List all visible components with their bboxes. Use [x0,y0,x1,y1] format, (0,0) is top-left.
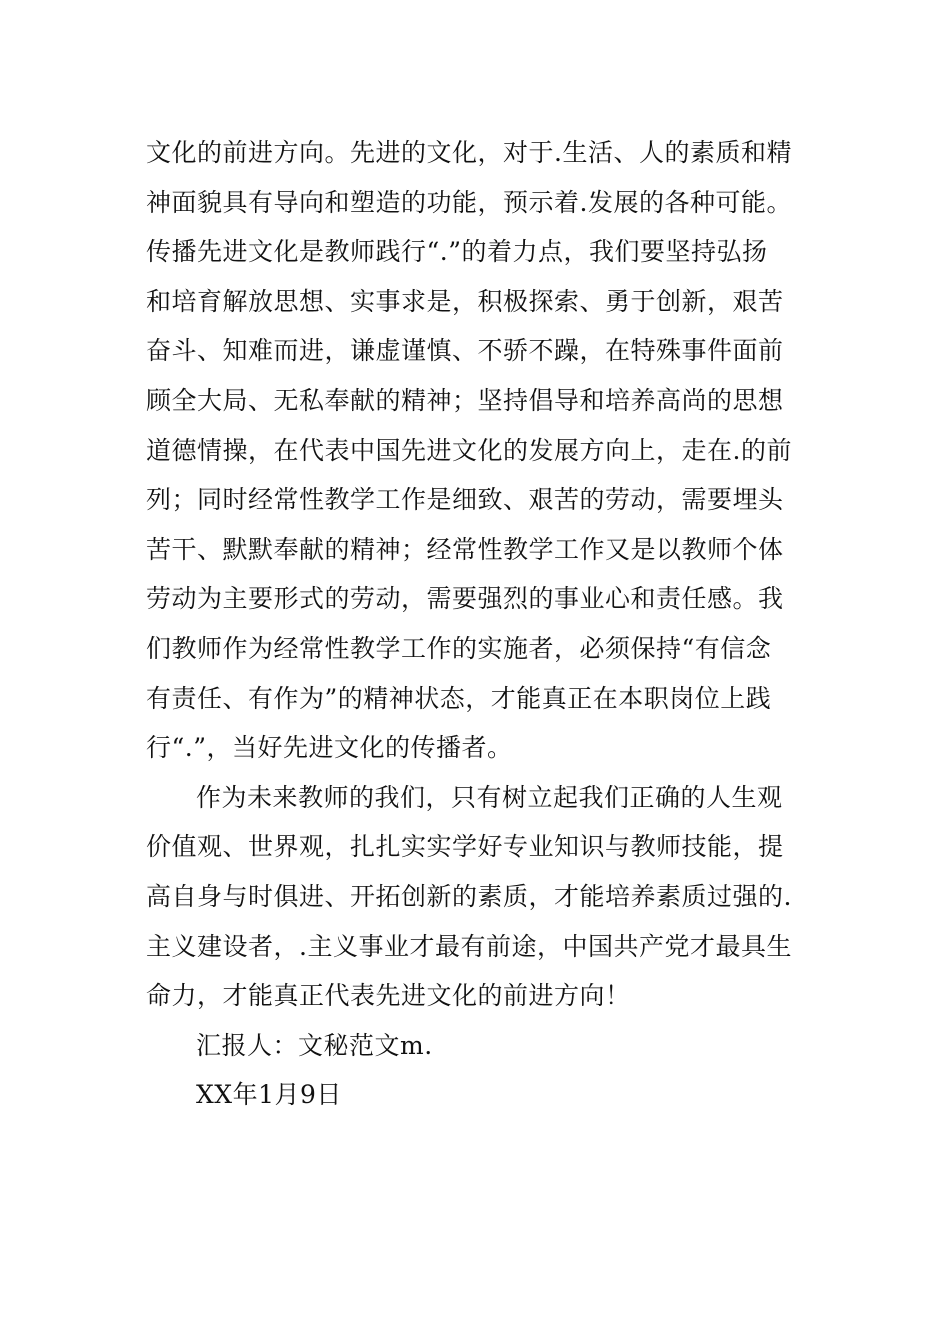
paragraph-line: 文化的前进方向。先进的文化，对于.生活、人的素质和精 [146,138,792,167]
paragraph-line: 劳动为主要形式的劳动，需要强烈的事业心和责任感。我 [146,584,784,614]
paragraph-1 [146,128,812,773]
paragraph-line: 神面貌具有导向和塑造的功能，预示着.发展的各种可能。 [146,187,792,217]
paragraph-line: 传播先进文化是教师践行“.”的着力点，我们要坚持弘扬 [146,237,768,267]
paragraph-line: 和培育解放思想、实事求是，积极探索、勇于创新，艰苦 [146,286,784,316]
paragraph-line: 道德情操，在代表中国先进文化的发展方向上，走在.的前 [146,435,792,465]
paragraph-line: 奋斗、知难而进，谦虚谨慎、不骄不躁，在特殊事件面前 [146,336,784,366]
paragraph-line: 顾全大局、无私奉献的精神；坚持倡导和培养高尚的思想 [146,385,784,415]
paragraph-line: 苦干、默默奉献的精神；经常性教学工作又是以教师个体 [146,534,784,564]
paragraph-line: 作为未来教师的我们，只有树立起我们正确的人生观 [196,782,783,812]
paragraph-line: 主义建设者，.主义事业才最有前途，中国共产党才最具生 [146,931,792,961]
report-date: XX年1月9日 [196,1080,342,1110]
paragraph-line: 们教师作为经常性教学工作的实施者，必须保持“有信念 [146,633,772,663]
paragraph-line: 有责任、有作为”的精神状态，才能真正在本职岗位上践 [146,683,772,713]
paragraph-line: 命力，才能真正代表先进文化的前进方向！ [146,981,631,1011]
reporter-signature: 汇报人：文秘范文m. [196,1030,433,1060]
paragraph-line: 高自身与时俱进、开拓创新的素质，才能培养素质过强的. [146,881,792,911]
paragraph-line: 列；同时经常性教学工作是细致、艰苦的劳动，需要埋头 [146,485,784,515]
paragraph-2 [146,773,812,1021]
document-body [146,128,812,1120]
paragraph-line: 行“.”，当好先进文化的传播者。 [146,733,513,763]
paragraph-line: 价值观、世界观，扎扎实实学好专业知识与教师技能，提 [146,832,784,862]
